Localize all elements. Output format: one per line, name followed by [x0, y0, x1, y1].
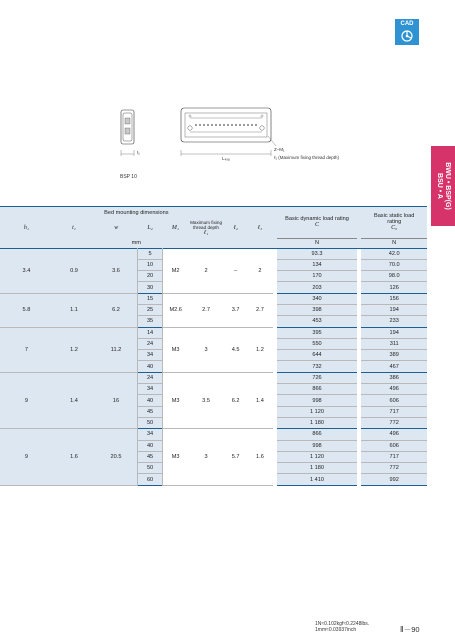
t1-cell: 1.2 [53, 327, 95, 372]
drawing-svg [0, 0, 455, 200]
dynamic-load-cell: 398 [277, 304, 357, 315]
unit-note-line1: 1N≈0.102kgf≈0.2248lbs. [315, 621, 370, 627]
dynamic-load-title: Basic dynamic load rating [285, 216, 349, 223]
w-cell: 20.5 [95, 429, 137, 485]
dynamic-load-cell: 866 [277, 384, 357, 395]
table-header [0, 207, 427, 249]
l4-cell: 45 [137, 406, 162, 417]
dynamic-load-cell: 550 [277, 338, 357, 349]
model-code: BSP 10 [120, 174, 137, 180]
l4-cell: 15 [137, 293, 162, 304]
dynamic-load-cell: 1 120 [277, 451, 357, 462]
screw-label: Z–M₁ [274, 147, 285, 152]
dynamic-load-cell: 395 [277, 327, 357, 338]
l4-cell: 40 [137, 440, 162, 451]
static-load-cell: 496 [361, 429, 427, 440]
static-load-cell: 70.0 [361, 259, 427, 270]
w-cell: 16 [95, 372, 137, 428]
t1-cell: 0.9 [53, 248, 95, 293]
l4-label: L₄ₓₐ [222, 156, 230, 161]
static-load-cell: 194 [361, 304, 427, 315]
l4-cell: 25 [137, 304, 162, 315]
dynamic-load-cell: 134 [277, 259, 357, 270]
bed-mounting-header [0, 207, 273, 219]
l1-symbol: ℓ₁ [203, 230, 209, 236]
dimension-drawing [0, 0, 455, 200]
dynamic-load-header [277, 207, 357, 239]
dynamic-load-cell: 93.3 [277, 248, 357, 259]
table-body [0, 248, 427, 485]
static-load-cell: 717 [361, 406, 427, 417]
l4-cell: 10 [137, 259, 162, 270]
static-load-cell: 98.0 [361, 271, 427, 282]
dynamic-load-cell: 998 [277, 440, 357, 451]
l4-header: L₄ [137, 218, 162, 238]
table-row [0, 429, 427, 440]
h1-header: h₁ [0, 218, 53, 238]
m1-cell: M3 [163, 327, 188, 372]
h1-cell: 3.4 [0, 248, 53, 293]
w-cell: 3.6 [95, 248, 137, 293]
static-load-cell: 42.0 [361, 248, 427, 259]
l2-cell: 3.7 [224, 293, 247, 327]
h1-cell: 9 [0, 372, 53, 428]
m1-cell: M3 [163, 429, 188, 485]
w-cell: 6.2 [95, 293, 137, 327]
l4-cell: 34 [137, 384, 162, 395]
section-tab-text [435, 162, 451, 210]
unit-conversion-note [315, 621, 369, 633]
dynamic-load-cell: 1 180 [277, 463, 357, 474]
h1-cell: 5.8 [0, 293, 53, 327]
m1-cell: M2 [163, 248, 188, 293]
static-load-cell: 772 [361, 463, 427, 474]
l4-cell: 60 [137, 474, 162, 485]
dynamic-load-cell: 644 [277, 350, 357, 361]
dynamic-load-cell: 726 [277, 372, 357, 383]
t1-header: t₁ [53, 218, 95, 238]
l4-cell: 24 [137, 372, 162, 383]
l4-cell: 40 [137, 361, 162, 372]
t1-cell: 1.6 [53, 429, 95, 485]
l4-cell: 20 [137, 271, 162, 282]
static-load-cell: 233 [361, 316, 427, 327]
l2-cell: 5.7 [224, 429, 247, 485]
l4-cell: 50 [137, 417, 162, 428]
static-load-cell: 386 [361, 372, 427, 383]
l2-cell: – [224, 248, 247, 293]
l2-cell: 4.5 [224, 327, 247, 372]
cross-section-figure [121, 110, 134, 156]
static-load-cell: 156 [361, 293, 427, 304]
l1-cell: 2.7 [188, 293, 224, 327]
dynamic-load-cell: 1 410 [277, 474, 357, 485]
static-load-cell: 126 [361, 282, 427, 293]
c0-symbol: C₀ [391, 225, 398, 232]
l4-cell: 30 [137, 282, 162, 293]
c-symbol: C [314, 222, 319, 229]
t1-cell: 1.4 [53, 372, 95, 428]
m1-cell: M3 [163, 372, 188, 428]
dynamic-load-cell: 1 120 [277, 406, 357, 417]
ball-row [195, 124, 257, 126]
dynamic-load-cell: 732 [277, 361, 357, 372]
cad-label: CAD [400, 21, 414, 27]
static-load-title: Basic static load rating [373, 213, 415, 226]
depth-label: ℓ₁ (Maximum fixing thread depth) [274, 155, 339, 160]
max-fixing-title: Maximum fixing thread depth [190, 220, 223, 230]
l3-cell: 1.6 [247, 429, 272, 485]
l4-cell: 50 [137, 463, 162, 474]
spec-table [0, 206, 427, 486]
l3-cell: 1.2 [247, 327, 272, 372]
dynamic-load-cell: 998 [277, 395, 357, 406]
l3-cell: 1.4 [247, 372, 272, 428]
static-load-cell: 194 [361, 327, 427, 338]
l4-cell: 40 [137, 395, 162, 406]
t1-cell: 1.1 [53, 293, 95, 327]
l4-cell: 24 [137, 338, 162, 349]
dynamic-load-cell: 1 180 [277, 417, 357, 428]
static-load-cell: 467 [361, 361, 427, 372]
max-fixing-header [188, 218, 224, 238]
m1-cell: M2.6 [163, 293, 188, 327]
section-tab-line1: BWU • BSP(G) [444, 162, 451, 210]
l1-cell: 3 [188, 327, 224, 372]
l1-cell: 2 [188, 248, 224, 293]
table-row [0, 327, 427, 338]
static-load-cell: 389 [361, 350, 427, 361]
section-tab[interactable] [431, 146, 455, 226]
static-load-cell: 772 [361, 417, 427, 428]
m1-header: M₁ [163, 218, 188, 238]
table-row [0, 372, 427, 383]
table-row [0, 293, 427, 304]
l3-header: ℓ₃ [247, 218, 272, 238]
dynamic-load-cell: 203 [277, 282, 357, 293]
l3-cell: 2 [247, 248, 272, 293]
dynamic-load-cell: 340 [277, 293, 357, 304]
static-load-cell: 496 [361, 384, 427, 395]
static-load-cell: 606 [361, 440, 427, 451]
l4-cell: 5 [137, 248, 162, 259]
dynamic-load-cell: 453 [277, 316, 357, 327]
l4-cell: 45 [137, 451, 162, 462]
unit-note-line2: 1mm≈0.03937inch [315, 627, 357, 633]
mm-unit: mm [0, 238, 273, 248]
h1-cell: 9 [0, 429, 53, 485]
l4-cell: 34 [137, 429, 162, 440]
dynamic-unit: N [277, 238, 357, 248]
top-view-figure [181, 108, 276, 156]
dynamic-load-cell: 170 [277, 271, 357, 282]
page-number: Ⅱ－90 [400, 625, 420, 634]
static-load-cell: 717 [361, 451, 427, 462]
w-header: w [95, 218, 137, 238]
l4-cell: 14 [137, 327, 162, 338]
bed-mounting-title: Bed mounting dimensions [104, 209, 169, 216]
static-unit: N [361, 238, 427, 248]
dynamic-load-cell: 866 [277, 429, 357, 440]
l2-cell: 6.2 [224, 372, 247, 428]
static-load-cell: 992 [361, 474, 427, 485]
l4-cell: 34 [137, 350, 162, 361]
h1-cell: 7 [0, 327, 53, 372]
l3-cell: 2.7 [247, 293, 272, 327]
l2-header: ℓ₂ [224, 218, 247, 238]
static-load-cell: 311 [361, 338, 427, 349]
t1-label: t₁ [137, 150, 140, 155]
l4-cell: 35 [137, 316, 162, 327]
w-cell: 11.2 [95, 327, 137, 372]
table-row [0, 248, 427, 259]
l1-cell: 3.5 [188, 372, 224, 428]
static-load-header [361, 207, 427, 239]
static-load-cell: 606 [361, 395, 427, 406]
l1-cell: 3 [188, 429, 224, 485]
section-tab-line2: BSU • A [436, 173, 443, 199]
